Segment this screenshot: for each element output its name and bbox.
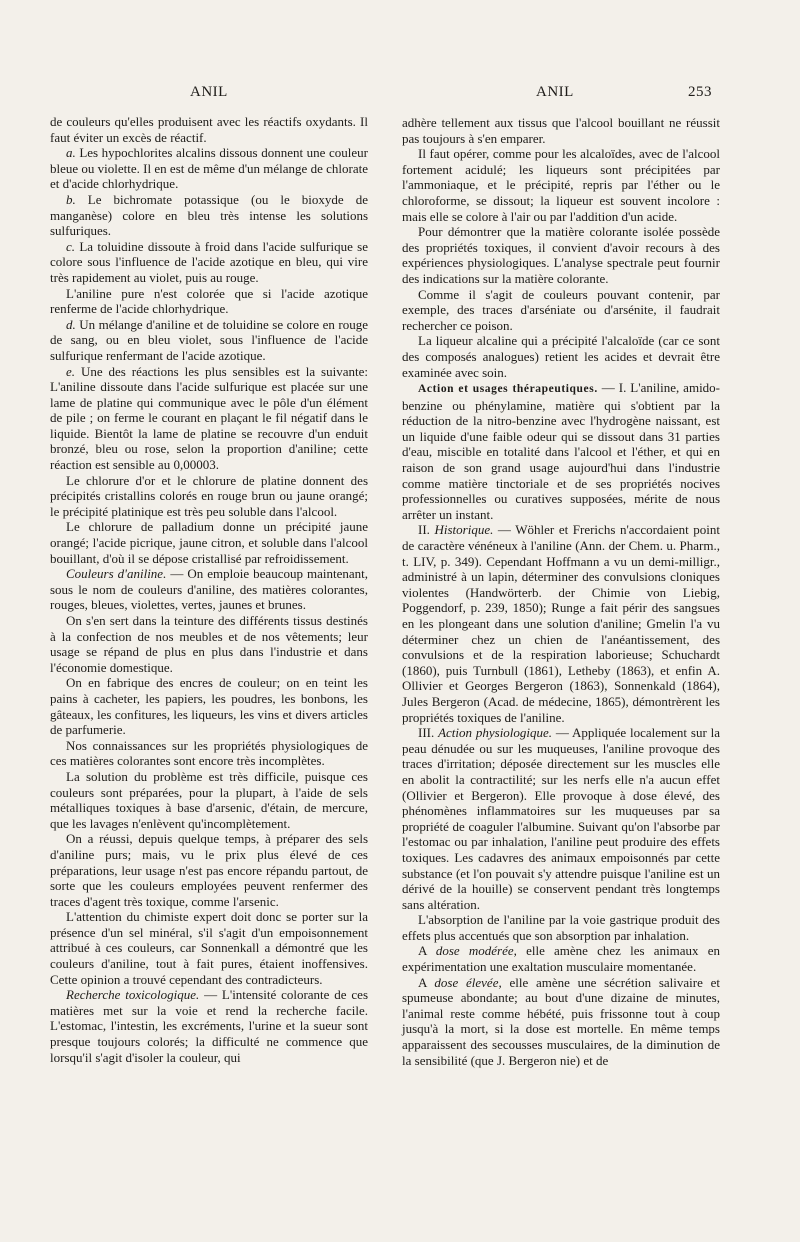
paragraph-text: La liqueur alcaline qui a précipité l'alcaloïde (car ce sont des composés analogues) retient les acides et devrait être examinée avec soin.	[402, 333, 720, 380]
paragraph-lead: A	[418, 974, 435, 990]
paragraph-text: Le bichromate potassique (ou le bioxyde de manganèse) colore en bleu très intense les solutions sulfuriques.	[50, 191, 368, 239]
paragraph-heading: Couleurs d'aniline.	[66, 566, 167, 582]
paragraph-heading: Recherche toxicologique.	[66, 987, 200, 1003]
paragraph-heading: Historique.	[434, 522, 494, 538]
paragraph	[50, 738, 368, 769]
paragraph-text: Les hypochlorites alcalins dissous donnent une couleur bleue ou violette. Il en est de même d'un mélange de chlorate et d'acide chlorhydrique.	[50, 145, 368, 192]
paragraph	[50, 675, 368, 737]
paragraph-text: elle amène une sécrétion salivaire et spumeuse abondante; au bout d'une dizaine de minutes, l'animal reste comme hébété, puis frissonne tout à coup jusqu'à la mort, si la dose est mortelle. En même temps apparaissent des secousses musculaires, de la diminution de la sensibilité (que J. Bergeron nie) et de	[402, 974, 720, 1068]
paragraph-heading: a.	[66, 145, 76, 161]
paragraph	[50, 566, 368, 613]
paragraph-text: On s'en sert dans la teinture des différents tissus destinés à la confection de nos meubles et de nos vêtements; leur usage se répand de plus en plus dans l'industrie et dans l'économie domestique.	[50, 613, 368, 675]
paragraph	[402, 224, 720, 286]
page-number: 253	[688, 84, 712, 100]
paragraph	[402, 115, 720, 146]
paragraph	[50, 769, 368, 831]
paragraph	[402, 380, 720, 522]
paragraph-text: Une des réactions les plus sensibles est la suivante: L'aniline dissoute dans l'acide sulfurique est placée sur une lame de platine qui communique avec le pôle d'un élément de pile ; on ferme le courant en plaçant le fil négatif dans le liquide. Bientôt la lame de platine se recouvre d'un enduit bronzé, bleu ou rose, selon la proportion d'aniline; cette réaction est sensible au 0,00003.	[50, 363, 368, 473]
paragraph-heading: c.	[66, 238, 76, 254]
running-header	[0, 84, 800, 104]
paragraph-lead: Action et usages thérapeutiques.	[418, 383, 598, 396]
paragraph-lead: II.	[418, 522, 435, 538]
paragraph	[50, 192, 368, 239]
paragraph	[50, 239, 368, 286]
paragraph-text: — L'intensité colorante de ces matières met sur la voie et rend la recherche facile. L'estomac, l'intestin, les excréments, l'urine et la sueur sont presque toujours colorés; la difficulté ne commence que lorsqu'il s'agit d'isoler la couleur, qui	[50, 987, 368, 1065]
paragraph-text: — On emploie beaucoup maintenant, sous le nom de couleurs d'aniline, des matières colorantes, rouges, bleues, violettes, vertes, jaunes et brunes.	[50, 566, 368, 613]
paragraph-text: Comme il s'agit de couleurs pouvant contenir, par exemple, des traces d'arséniate ou d'arsénite, il faudrait rechercher ce poison.	[402, 286, 720, 333]
paragraph-text: Le chlorure d'or et le chlorure de platine donnent des précipités cristallins colorés en rouge brun ou jaune orangé; le précipité platinique est très peu soluble dans l'alcool.	[50, 472, 368, 519]
paragraph-heading: dose modérée,	[435, 943, 517, 959]
header-right-title: ANIL	[536, 84, 574, 100]
paragraph	[50, 364, 368, 473]
paragraph	[402, 333, 720, 380]
right-text-column	[402, 115, 720, 1068]
paragraph	[50, 519, 368, 566]
paragraph	[402, 943, 720, 974]
paragraph	[402, 522, 720, 725]
paragraph-text: Pour démontrer que la matière colorante isolée possède des propriétés toxiques, il convient d'avoir recours à des expériences physiologiques. L'analyse spectrale peut fournir des indications sur la matière colorante.	[402, 224, 720, 286]
paragraph-text: — I. L'aniline, amido-benzine ou phénylamine, matière qui s'obtient par la réduction de la nitro-benzine avec l'hydrogène naissant, est un liquide d'une faible odeur qui se dissout dans 31 parties d'eau, miscible en totalité dans l'alcool et l'éther, et qui en raison de son grand usage aujourd'hui dans l'industrie comme matière tinctoriale et de ses propriétés nocives professionnelles ou curatives supposées, mérite de nous arrêter un instant.	[402, 380, 721, 522]
paragraph	[50, 613, 368, 675]
paragraph-text: — Wöhler et Frerichs n'accordaient point de caractère vénéneux à l'aniline (Ann. der Chem. u. Pharm., t. LIV, p. 349). Cependant Hoffmann a vu un demi-milligr., administré à un lapin, déterminer des convulsions cloniques violentes (Handwörterb. der Chimie von Liebig, Poggendorf, p. 239, 1850); Runge a fait périr des sangsues en les plongeant dans une solution d'aniline; Gmelin l'a vu déterminer chez un chien de l'anéantissement, des convulsions et de la respiration laborieuse; Schuchardt (1860), puis Turnbull (1861), Letheby (1863), et enfin A. Ollivier et Georges Bergeron (1863), Sonnenkald (1864), Jules Bergeron (Acad. de médecine, 1865), démontrèrent les propriétés toxiques de l'aniline.	[402, 522, 720, 725]
paragraph-heading: dose élevée,	[434, 974, 502, 990]
paragraph-text: Un mélange d'aniline et de toluidine se colore en rouge de sang, ou en bleu violet, sous l'influence de l'acide sulfurique renfermant de l'acide azotique.	[50, 316, 368, 363]
paragraph-text: Il faut opérer, comme pour les alcaloïdes, avec de l'alcool fortement acidulé; les liqueurs sont précipitées par l'ammoniaque, et le précipité, repris par l'éther ou le chloroforme, se dissout; la liqueur est souvent incolore : mais elle se colore à l'air ou par l'addition d'un acide.	[402, 146, 720, 224]
paragraph-text: — Appliquée localement sur la peau dénudée ou sur les muqueuses, l'aniline provoque des traces d'irritation; déposée directement sur les muscles elle en abolit la contractilité; sur les nerfs elle n'a aucun effet (Ollivier et Bergeron). Elle provoque à dose élevé, des phénomènes inflammatoires sur les muqueuses par sa propriété de coaguler l'albumine. Suivant qu'on l'absorbe par l'estomac ou par inhalation, l'aniline peut produire des effets toxiques. Les cadavres des animaux empoisonnés par cette substance (et l'on pouvait s'y attendre puisque l'aniline est un dérivé de la houille) se conservent pendant très longtemps sans altération.	[402, 725, 721, 912]
paragraph-text: L'aniline pure n'est colorée que si l'acide azotique renferme de l'acide chlorhydrique.	[50, 285, 368, 317]
paragraph	[50, 145, 368, 192]
paragraph-heading: d.	[66, 316, 76, 332]
paragraph-text: La toluidine dissoute à froid dans l'acide sulfurique se colore sous l'influence de l'acide azotique en bleu, qui vire très rapidement au violet, puis au rouge.	[50, 238, 368, 285]
paragraph-text: Nos connaissances sur les propriétés physiologiques de ces matières colorantes sont encore très incomplètes.	[50, 737, 368, 769]
paragraph	[50, 987, 368, 1065]
paragraph	[50, 317, 368, 364]
paragraph	[50, 473, 368, 520]
paragraph	[402, 725, 720, 912]
paragraph-text: elle amène chez les animaux en expérimentation une exaltation musculaire momentanée.	[402, 943, 720, 975]
paragraph-heading: e.	[66, 363, 76, 379]
paragraph-text: La solution du problème est très difficile, puisque ces couleurs sont préparées, pour la plupart, à l'aide de sels métalliques toxiques à base d'arsenic, d'étain, de mercure, que les lavages n'enlèvent qu'incomplètement.	[50, 768, 368, 831]
paragraph-text: de couleurs qu'elles produisent avec les réactifs oxydants. Il faut éviter un excès de réactif.	[50, 114, 368, 145]
paragraph-lead: A	[418, 943, 436, 959]
paragraph-lead: III.	[418, 725, 439, 741]
paragraph-text: L'absorption de l'aniline par la voie gastrique produit des effets plus accentués que son absorption par inhalation.	[402, 912, 720, 943]
paragraph	[50, 114, 368, 145]
paragraph-text: On en fabrique des encres de couleur; on en teint les pains à cacheter, les papiers, les poudres, les bonbons, les gâteaux, les confitures, les liqueurs, les vins et divers articles de parfumerie.	[50, 675, 368, 738]
header-left-title: ANIL	[190, 84, 228, 100]
paragraph-text: Le chlorure de palladium donne un précipité jaune orangé; l'acide picrique, jaune citron, et soluble dans l'alcool bouillant, d'où il se dépose cristallisé par refroidissement.	[50, 519, 368, 566]
paragraph	[402, 287, 720, 334]
paragraph-heading: Action physiologique.	[438, 725, 553, 741]
paragraph	[50, 286, 368, 317]
paragraph-text: On a réussi, depuis quelque temps, à préparer des sels d'aniline purs; mais, vu le prix plus élevé de ces préparations, leur usage n'est pas encore répandu partout, de sorte que les couleurs employées peuvent renfermer des traces d'agent très toxique, comme l'arsenic.	[50, 831, 368, 909]
paragraph	[402, 975, 720, 1069]
paragraph	[50, 831, 368, 909]
paragraph	[402, 146, 720, 224]
paragraph-text: L'attention du chimiste expert doit donc se porter sur la présence d'un sel minéral, s'il s'agit d'un empoisonnement attribué à ces couleurs, car Sonnenkall a démontré que les couleurs d'aniline, tout à fait pures, étaient inoffensives. Cette opinion a trouvé cependant des contradicteurs.	[50, 909, 368, 987]
paragraph-text: adhère tellement aux tissus que l'alcool bouillant ne réussit pas toujours à s'en emparer.	[402, 115, 720, 146]
paragraph	[50, 909, 368, 987]
paragraph-heading: b.	[66, 191, 76, 207]
left-text-column	[50, 114, 368, 1065]
paragraph	[402, 912, 720, 943]
